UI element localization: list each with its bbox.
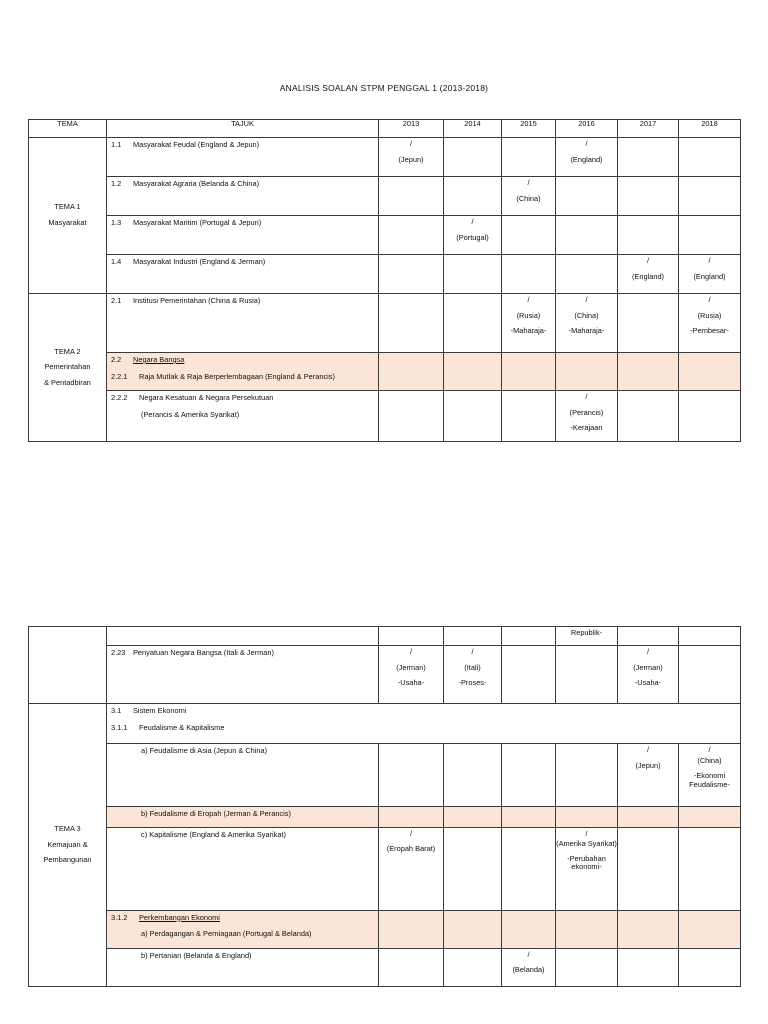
- cell-2018: [679, 391, 741, 442]
- topic-text: Sistem Ekonomi: [133, 706, 187, 715]
- cell-2017: [618, 138, 679, 177]
- table-row: [29, 627, 741, 646]
- cell-2017: [618, 807, 679, 828]
- cell-2018: [679, 353, 741, 391]
- header-2018: 2018: [679, 120, 741, 138]
- country-label: (Itali): [464, 662, 481, 672]
- country-label: (Eropah Barat): [386, 844, 436, 854]
- tajuk-cell: [107, 294, 379, 353]
- tick-mark: /: [585, 828, 588, 838]
- country-label: (Perancis): [569, 407, 604, 417]
- document-title: ANALISIS SOALAN STPM PENGGAL 1 (2013-2018): [279, 83, 489, 93]
- note-label: -Kerajaan: [570, 423, 603, 433]
- table-row: [29, 177, 741, 216]
- header-2013: 2013: [379, 120, 444, 138]
- analysis-table-1: [28, 119, 741, 442]
- cell-2015: [502, 138, 556, 177]
- table-row: [29, 138, 741, 177]
- topic-text: Masyarakat Feudal (England & Jepun): [133, 140, 260, 149]
- cell-2018: [679, 827, 741, 910]
- cell-2018: [679, 948, 741, 986]
- cell-2016: [556, 807, 618, 828]
- cell-2014: [444, 948, 502, 986]
- cell-2016: [556, 255, 618, 294]
- cell-2018: [679, 910, 741, 948]
- cell-2013: [379, 391, 444, 442]
- subtopic-number: 3.1.1: [111, 722, 128, 732]
- topic-number: 2.2.2: [111, 393, 128, 402]
- cell-2013: [379, 744, 444, 807]
- cell-2016: [556, 391, 618, 442]
- topic-text: Masyarakat Agraria (Belanda & China): [133, 179, 260, 188]
- cell-2017: [618, 627, 679, 646]
- cell-2018: [679, 138, 741, 177]
- tick-mark: /: [527, 178, 530, 187]
- cell-2018: [679, 216, 741, 255]
- table-row: [29, 216, 741, 255]
- cell-2018: [679, 177, 741, 216]
- cell-2017: [618, 255, 679, 294]
- header-2016: 2016: [556, 120, 618, 138]
- country-label: (China): [516, 193, 541, 203]
- header-row: [29, 120, 741, 138]
- cell-2018: [679, 744, 741, 807]
- tema-1-label: TEMA 1: [54, 202, 81, 212]
- cell-2015: [502, 255, 556, 294]
- cell-2013: [379, 646, 444, 704]
- topic-number: 2.23: [111, 648, 126, 657]
- cell-2015: [502, 216, 556, 255]
- tajuk-cell: [107, 807, 379, 828]
- tick-mark: /: [409, 139, 413, 148]
- tick-mark: /: [585, 139, 588, 148]
- cell-2016: [556, 627, 618, 646]
- cell-2014: [444, 177, 502, 216]
- tick-mark: /: [527, 295, 530, 304]
- cell-2014: [444, 910, 502, 948]
- tick-mark: /: [471, 647, 474, 656]
- cell-2018: [679, 627, 741, 646]
- tema-3-name: Kemajuan &: [47, 839, 88, 849]
- note-label: -Maharaja-: [510, 326, 547, 336]
- header-2017: 2017: [618, 120, 679, 138]
- note-label: -Pembesar-: [690, 326, 729, 336]
- tajuk-cell: [107, 353, 379, 391]
- cell-2016: [556, 177, 618, 216]
- country-label: (Jerman): [633, 662, 663, 672]
- topic-number: 1.4: [111, 257, 122, 266]
- cell-2014: [444, 138, 502, 177]
- cell-2017: [618, 216, 679, 255]
- cell-2017: [618, 910, 679, 948]
- cell-2013: [379, 807, 444, 828]
- country-label: (Rusia): [516, 310, 541, 320]
- country-label: (Belanda): [512, 965, 545, 975]
- cell-2013: [379, 138, 444, 177]
- tick-mark: /: [708, 256, 711, 265]
- tick-mark: /: [585, 295, 588, 304]
- tick-mark: /: [708, 745, 711, 754]
- table-row: [29, 391, 741, 442]
- country-label: (Amerika Syarikat): [556, 839, 617, 849]
- cell-2014: [444, 353, 502, 391]
- cell-2016: [556, 216, 618, 255]
- note-label: Republik-: [570, 628, 603, 637]
- table-row: [29, 646, 741, 704]
- note-label: -Usaha-: [634, 678, 662, 688]
- cell-2015: [502, 391, 556, 442]
- topic-number: 1.1: [111, 140, 122, 149]
- header-2015: 2015: [502, 120, 556, 138]
- cell-2013: [379, 910, 444, 948]
- cell-2014: [444, 744, 502, 807]
- tick-mark: /: [708, 295, 711, 304]
- cell-2015: [502, 744, 556, 807]
- tajuk-cell: [107, 627, 379, 646]
- cell-2015: [502, 807, 556, 828]
- cell-2017: [618, 177, 679, 216]
- cell-2014: [444, 255, 502, 294]
- tajuk-cell: [107, 138, 379, 177]
- topic-text: Perkembangan Ekonomi: [139, 912, 220, 922]
- topic-number: 1.3: [111, 218, 122, 227]
- topic-text: c) Kapitalisme (England & Amerika Syarikat): [141, 829, 286, 839]
- tick-mark: /: [409, 828, 413, 838]
- cell-2017: [618, 294, 679, 353]
- tema-empty-cell: [29, 627, 107, 704]
- cell-2016: [556, 646, 618, 704]
- topic-number: 3.1: [111, 706, 122, 715]
- cell-2016: [556, 948, 618, 986]
- cell-2014: [444, 827, 502, 910]
- table-row: [29, 353, 741, 391]
- topic-text: Negara Kesatuan & Negara Persekutuan: [139, 393, 274, 402]
- tema-3-name-cont: Pembangunan: [43, 855, 92, 865]
- tajuk-cell: [107, 646, 379, 704]
- topic-number: 1.2: [111, 179, 122, 188]
- table-row: [29, 704, 741, 744]
- cell-2014: [444, 294, 502, 353]
- cell-2017: [618, 744, 679, 807]
- topic-number: 2.1: [111, 296, 122, 305]
- cell-2015: [502, 627, 556, 646]
- header-tema: TEMA: [29, 120, 107, 138]
- note-label: -Ekonomi Feudalisme-: [689, 771, 730, 789]
- cell-2014: [444, 391, 502, 442]
- tema-2-name: Pemerintahan: [44, 362, 91, 372]
- note-label: -Maharaja-: [568, 326, 605, 336]
- country-label: (Portugal): [456, 232, 489, 242]
- tema-1-cell: [29, 138, 107, 294]
- cell-2015: [502, 948, 556, 986]
- table-row: [29, 294, 741, 353]
- cell-2017: [618, 948, 679, 986]
- cell-2016: [556, 744, 618, 807]
- tema-2-cell: [29, 294, 107, 442]
- cell-2014: [444, 216, 502, 255]
- tick-mark: /: [646, 745, 650, 754]
- cell-2016: [556, 138, 618, 177]
- tajuk-cell: [107, 255, 379, 294]
- subtopic-text: Feudalisme & Kapitalisme: [139, 722, 225, 732]
- note-label: -Usaha-: [397, 678, 425, 688]
- table-row: [29, 255, 741, 294]
- cell-2013: [379, 353, 444, 391]
- tick-mark: /: [471, 217, 474, 226]
- cell-2018: [679, 646, 741, 704]
- subtopic-number: 2.2.1: [111, 371, 128, 381]
- cell-2018: [679, 294, 741, 353]
- table-row: [29, 910, 741, 948]
- cell-2017: [618, 391, 679, 442]
- topic-number: 2.2: [111, 355, 122, 364]
- cell-2015: [502, 910, 556, 948]
- table-row: [29, 744, 741, 807]
- country-label: (England): [631, 271, 665, 281]
- cell-2013: [379, 177, 444, 216]
- cell-2016: [556, 294, 618, 353]
- cell-2015: [502, 353, 556, 391]
- cell-2016: [556, 827, 618, 910]
- country-label: (China): [574, 310, 599, 320]
- country-label: (Jepun): [635, 760, 661, 770]
- cell-2013: [379, 948, 444, 986]
- tick-mark: /: [646, 647, 650, 656]
- cell-2018: [679, 807, 741, 828]
- cell-2015: [502, 827, 556, 910]
- country-label: (Rusia): [697, 310, 722, 320]
- header-tajuk: TAJUK: [107, 120, 379, 138]
- tick-mark: /: [585, 392, 588, 401]
- tema-2-label: TEMA 2: [54, 346, 81, 356]
- topic-text: a) Feudalisme di Asia (Jepun & China): [141, 746, 268, 755]
- cell-2015: [502, 177, 556, 216]
- tajuk-cell: [107, 216, 379, 255]
- tick-mark: /: [527, 949, 530, 959]
- topic-text: Masyarakat Maritim (Portugal & Jepun): [133, 218, 262, 227]
- table-row: [29, 807, 741, 828]
- tema-3-cell: [29, 704, 107, 987]
- tajuk-cell: [107, 744, 379, 807]
- topic-text-cont: (Perancis & Amerika Syarikat): [141, 409, 240, 419]
- tajuk-cell: [107, 704, 741, 744]
- topic-number: 3.1.2: [111, 912, 128, 922]
- topic-text: Institusi Pemerintahan (China & Rusia): [133, 296, 261, 305]
- table-row: [29, 948, 741, 986]
- cell-2017: [618, 646, 679, 704]
- tick-mark: /: [409, 647, 413, 656]
- cell-2015: [502, 294, 556, 353]
- table-row: [29, 827, 741, 910]
- tajuk-cell: [107, 910, 379, 948]
- cell-2016: [556, 353, 618, 391]
- tajuk-cell: [107, 948, 379, 986]
- cell-2017: [618, 353, 679, 391]
- tajuk-cell: [107, 177, 379, 216]
- tema-1-name: Masyarakat: [48, 218, 87, 227]
- topic-text: Penyatuan Negara Bangsa (Itali & Jerman): [133, 648, 274, 657]
- country-label: (England): [570, 154, 603, 164]
- tajuk-cell: [107, 391, 379, 442]
- tema-2-name-cont: & Pentadbiran: [44, 377, 91, 387]
- topic-text: Masyarakat Industri (England & Jerman): [133, 257, 266, 266]
- analysis-table-2: [28, 626, 741, 987]
- cell-2013: [379, 294, 444, 353]
- cell-2013: [379, 216, 444, 255]
- cell-2015: [502, 646, 556, 704]
- cell-2018: [679, 255, 741, 294]
- cell-2016: [556, 910, 618, 948]
- cell-2014: [444, 807, 502, 828]
- note-label: -Perubahan ekonomi-: [567, 853, 606, 872]
- tajuk-cell: [107, 827, 379, 910]
- subtopic-text: Raja Mutlak & Raja Berperlembagaan (England & Perancis): [139, 371, 335, 381]
- country-label: (Jepun): [398, 154, 424, 164]
- tema-3-label: TEMA 3: [54, 823, 81, 833]
- country-label: (China): [697, 755, 722, 765]
- tick-mark: /: [646, 256, 650, 265]
- cell-2014: [444, 646, 502, 704]
- note-label: -Proses-: [458, 678, 487, 688]
- cell-2013: [379, 627, 444, 646]
- topic-text: Negara Bangsa: [133, 355, 185, 364]
- country-label: (England): [693, 271, 726, 281]
- cell-2013: [379, 255, 444, 294]
- subtopic-text: a) Perdagangan & Perniagaan (Portugal & Belanda): [141, 929, 312, 939]
- topic-text: b) Feudalisme di Eropah (Jerman & Perancis): [141, 809, 291, 818]
- cell-2017: [618, 827, 679, 910]
- country-label: (Jerman): [396, 662, 426, 672]
- topic-text: b) Pertanian (Belanda & England): [141, 950, 252, 960]
- cell-2013: [379, 827, 444, 910]
- cell-2014: [444, 627, 502, 646]
- header-2014: 2014: [444, 120, 502, 138]
